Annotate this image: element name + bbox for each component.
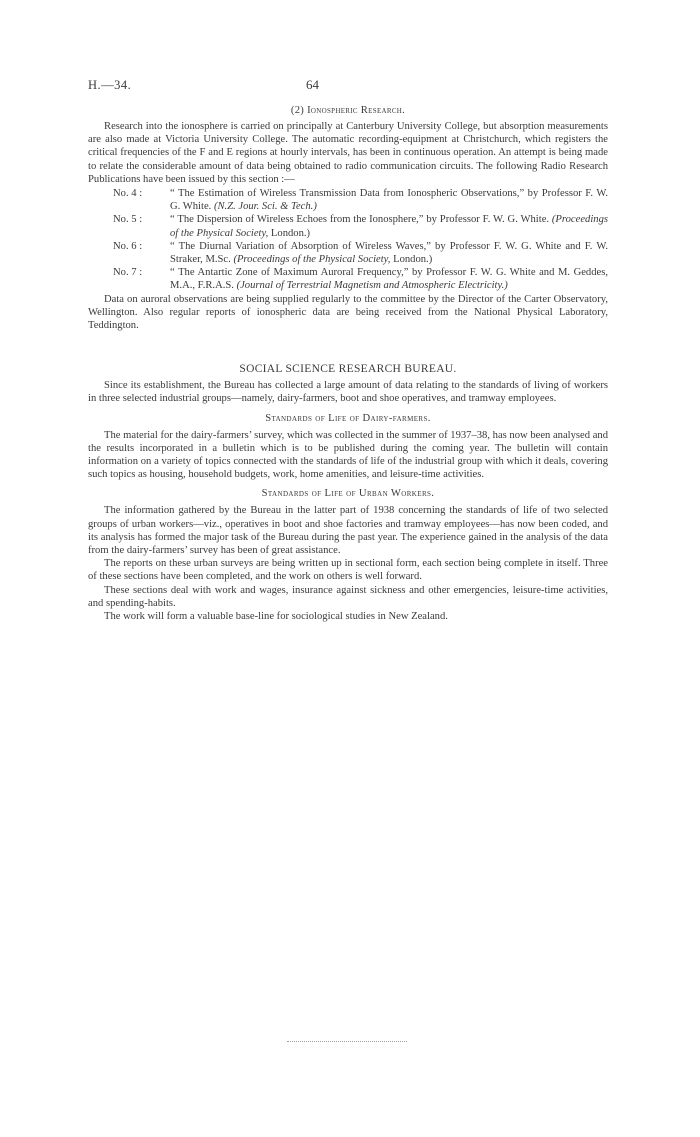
- publication-location: London.): [270, 227, 311, 239]
- ionospheric-intro-paragraph: Research into the ionosphere is carried on principally at Canterbury University College, but absorption measurements are also made at Victoria University College. The automatic recording-equipment at Christchurch, which registers the critical frequencies of the F and E regions at hourly intervals, has been in continuous operation. An attempt is being made to relate the considerable amount of data being obtained to radio communication circuits. The following Radio Research Publications have been issued by this section :—: [88, 121, 608, 185]
- publication-number: No. 6 :: [113, 240, 143, 252]
- publication-list: [88, 187, 608, 293]
- page-body: [88, 104, 608, 623]
- publication-item: [88, 187, 608, 213]
- publication-source: (Proceedings of the Physical Society,: [170, 214, 608, 239]
- publication-number: No. 5 :: [113, 214, 143, 226]
- publication-title: “ The Antartic Zone of Maximum Auroral Frequency,” by Professor F. W. G. White and M. Geddes, M.A., F.R.A.S.: [170, 267, 608, 292]
- urban-workers-paragraph: The information gathered by the Bureau in the latter part of 1938 concerning the standards of life of two selected groups of urban workers—viz., operatives in boot and shoe factories and tramway employees—has now been coded, and its analysis has formed the major task of the Bureau during the past year. The experience gained in the analysis of the data from the dairy-farmers’ survey has been of great assistance.: [88, 505, 608, 557]
- publication-title: “ The Diurnal Variation of Absorption of Wireless Waves,” by Professor F. W. G. White and F. W. Straker, M.Sc.: [170, 240, 608, 266]
- publication-item: [88, 213, 608, 239]
- social-science-section: [88, 362, 608, 623]
- page-header: [88, 78, 608, 94]
- page-number: 64: [306, 77, 319, 92]
- publication-number: No. 7 :: [113, 267, 143, 279]
- publication-title: “ The Estimation of Wireless Transmission Data from Ionospheric Observations,” by Professor F. W. G. White.: [170, 188, 608, 213]
- publication-source: (Proceedings of the Physical Society,: [233, 254, 391, 266]
- social-science-intro-paragraph: Since its establishment, the Bureau has collected a large amount of data relating to the standards of living of workers in three selected industrial groups—namely, dairy-farmers, boot and shoe operatives, and tramway employees.: [88, 380, 608, 405]
- urban-workers-paragraph: These sections deal with work and wages, insurance against sickness and other emergencies, leisure-time activities, and spending-habits.: [88, 584, 608, 609]
- ionospheric-heading-text: (2) Ionospheric Research.: [290, 105, 406, 116]
- publication-number: No. 4 :: [113, 188, 143, 200]
- publication-source: (Journal of Terrestrial Magnetism and Atmospheric Electricity.): [236, 280, 508, 292]
- urban-workers-paragraph: The work will form a valuable base-line for sociological studies in New Zealand.: [104, 611, 448, 623]
- publication-location: London.): [393, 254, 433, 266]
- auroral-data-paragraph: Data on auroral observations are being supplied regularly to the committee by the Director of the Carter Observatory, Wellington. Also regular reports of ionospheric data are being received from the National Physical Laboratory, Teddington.: [88, 293, 608, 332]
- dairy-farmers-paragraph: The material for the dairy-farmers’ survey, which was collected in the summer of 1937–38, has now been analysed and the results incorporated in a bulletin which is to be published during the coming year. The bulletin will contain information on a variety of topics connected with the standards of life of the industrial group with which it deals, covering such topics as housing, household budgets, work, home amenities, and leisure-time activities.: [88, 429, 608, 481]
- publication-item: [88, 240, 608, 266]
- publication-title: “ The Dispersion of Wireless Echoes from the Ionosphere,” by Professor F. W. G. White.: [170, 214, 550, 226]
- urban-workers-paragraph: The reports on these urban surveys are being written up in sectional form, each section being complete in itself. Three of these sections have been completed, and the work on others is well forward.: [88, 558, 608, 583]
- urban-workers-heading: Standards of Life of Urban Workers.: [261, 488, 435, 500]
- publication-source: (N.Z. Jour. Sci. & Tech.): [213, 201, 317, 213]
- footer-dotted-rule: [287, 1041, 407, 1042]
- section-spacer: [88, 332, 608, 362]
- social-science-heading: SOCIAL SCIENCE RESEARCH BUREAU.: [239, 363, 457, 376]
- ionospheric-research-section: [88, 104, 608, 332]
- ionospheric-research-heading: [88, 104, 608, 118]
- publication-item: [88, 266, 608, 292]
- report-reference: H.—34.: [88, 78, 132, 92]
- dairy-farmers-heading: Standards of Life of Dairy-farmers.: [265, 412, 431, 424]
